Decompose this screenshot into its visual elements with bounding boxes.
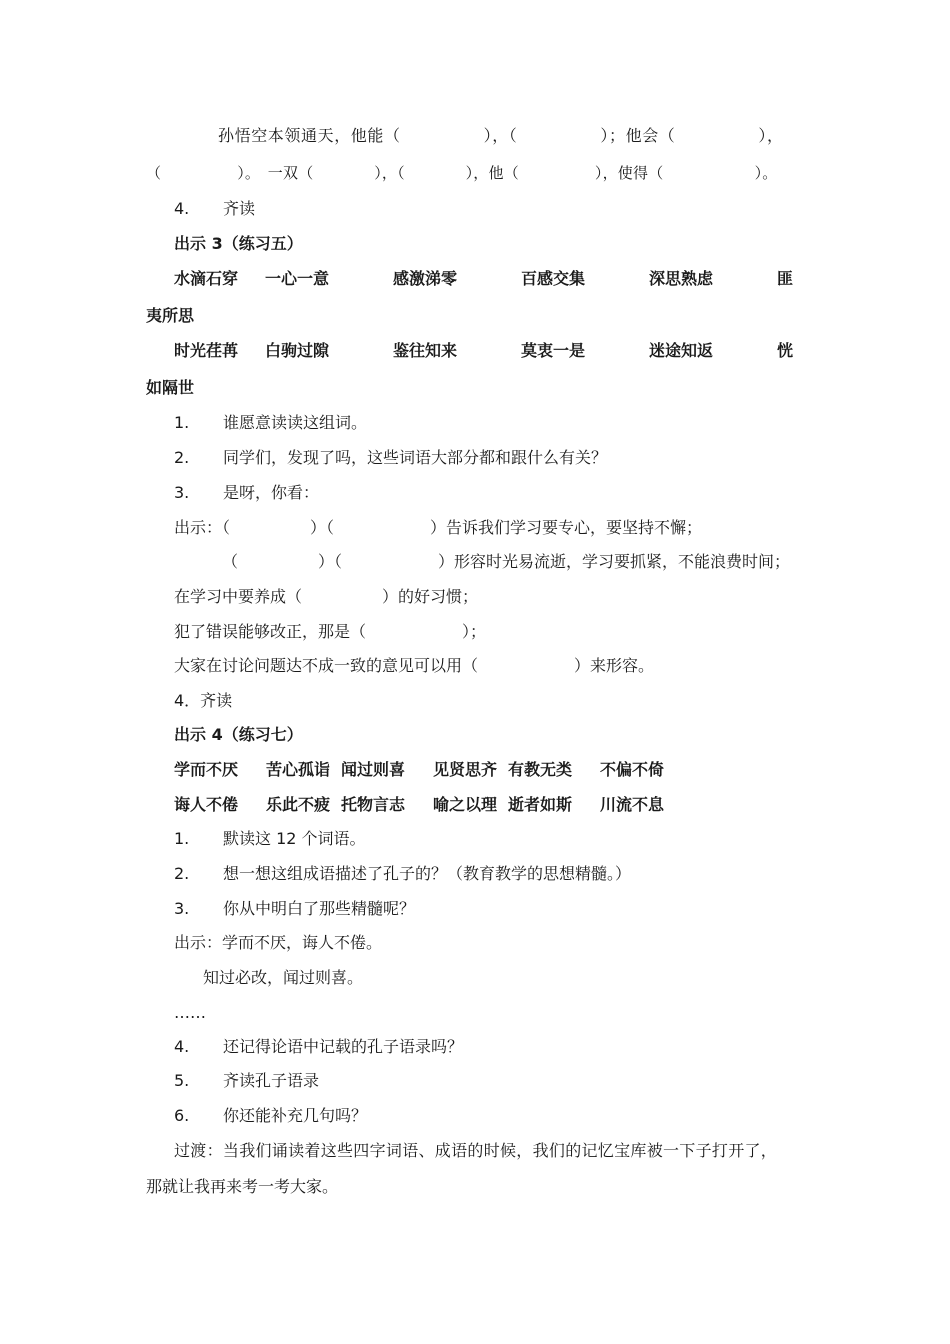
word: 恍 (777, 341, 794, 360)
list-number: 1. (174, 829, 190, 848)
word-continuation: 如隔世 (146, 378, 195, 397)
list-number: 4. (174, 199, 190, 218)
idiom: 有教无类 (508, 760, 573, 779)
idiom: 闻过则喜 (341, 760, 406, 779)
show-line: 知过必改，闻过则喜。 (203, 968, 364, 987)
list-text: 是呀，你看： (223, 483, 320, 502)
word-continuation: 夷所思 (146, 306, 195, 325)
list-number: 4. (174, 1037, 190, 1056)
list-number: 5. (174, 1071, 190, 1090)
list-text: 想一想这组成语描述了孔子的？（教育教学的思想精髓。） (223, 864, 632, 883)
transition-text: 过渡：当我们诵读着这些四字词语、成语的时候，我们的记忆宝库被一下子打开了， (174, 1141, 778, 1160)
word: 深思熟虑 (649, 269, 714, 288)
idiom: 逝者如斯 (508, 795, 573, 814)
idiom: 见贤思齐 (433, 760, 498, 779)
word: 时光荏苒 (174, 341, 239, 360)
list-text: 默读这 12 个词语。 (223, 829, 366, 848)
list-number: 2. (174, 864, 190, 883)
list-number: 1. (174, 413, 190, 432)
idiom: 诲人不倦 (174, 795, 239, 814)
word: 莫衷一是 (521, 341, 586, 360)
list-text: 你还能补充几句吗？ (223, 1106, 368, 1125)
list-text: 还记得论语中记载的孔子语录吗？ (223, 1037, 464, 1056)
blank-line-2: （ ）。 一双（ ），（ ），他（ ），使得（ ）。 (146, 164, 778, 182)
idiom: 喻之以理 (433, 795, 498, 814)
word: 匪 (777, 269, 794, 288)
idiom: 学而不厌 (174, 760, 239, 779)
idiom: 苦心孤诣 (266, 760, 331, 779)
word: 迷途知返 (649, 341, 714, 360)
show-line: （ ）（ ）形容时光易流逝，学习要抓紧，不能浪费时间； (222, 552, 791, 571)
blank-line-1: 孙悟空本领通天，他能（ ），（ ）；他会（ ）， (218, 126, 784, 145)
list-number: 2. (174, 448, 190, 467)
list-number: 6. (174, 1106, 190, 1125)
show-line: 出示：学而不厌，诲人不倦。 (174, 933, 383, 952)
show-line: 犯了错误能够改正，那是（ ）； (174, 622, 487, 641)
transition-text: 那就让我再来考一考大家。 (146, 1177, 339, 1196)
list-number: 3. (174, 483, 190, 502)
word: 水滴石穿 (174, 269, 239, 288)
section-heading: 出示 3（练习五） (174, 234, 303, 253)
list-number: 3. (174, 899, 190, 918)
list-text: 谁愿意读读这组词。 (223, 413, 368, 432)
idiom: 乐此不疲 (266, 795, 331, 814)
idiom: 川流不息 (600, 795, 665, 814)
list-text: 齐读孔子语录 (223, 1071, 320, 1090)
list-text: 你从中明白了那些精髓呢？ (223, 899, 416, 918)
section-heading: 出示 4（练习七） (174, 725, 303, 744)
list-text: 齐读 (223, 199, 256, 218)
word: 鉴往知来 (393, 341, 458, 360)
word: 白驹过隙 (265, 341, 330, 360)
word: 感激涕零 (393, 269, 458, 288)
idiom: 托物言志 (341, 795, 406, 814)
list-text: 同学们，发现了吗，这些词语大部分都和跟什么有关？ (223, 448, 608, 467)
show-line: 大家在讨论问题达不成一致的意见可以用（ ）来形容。 (174, 656, 655, 675)
show-line: 在学习中要养成（ ）的好习惯； (174, 587, 479, 606)
show-line: 出示：（ ）（ ）告诉我们学习要专心，要坚持不懈； (174, 518, 703, 537)
word: 百感交集 (521, 269, 586, 288)
ellipsis: …… (174, 1003, 206, 1022)
list-text: 4．齐读 (174, 691, 233, 710)
word: 一心一意 (265, 269, 330, 288)
idiom: 不偏不倚 (600, 760, 665, 779)
